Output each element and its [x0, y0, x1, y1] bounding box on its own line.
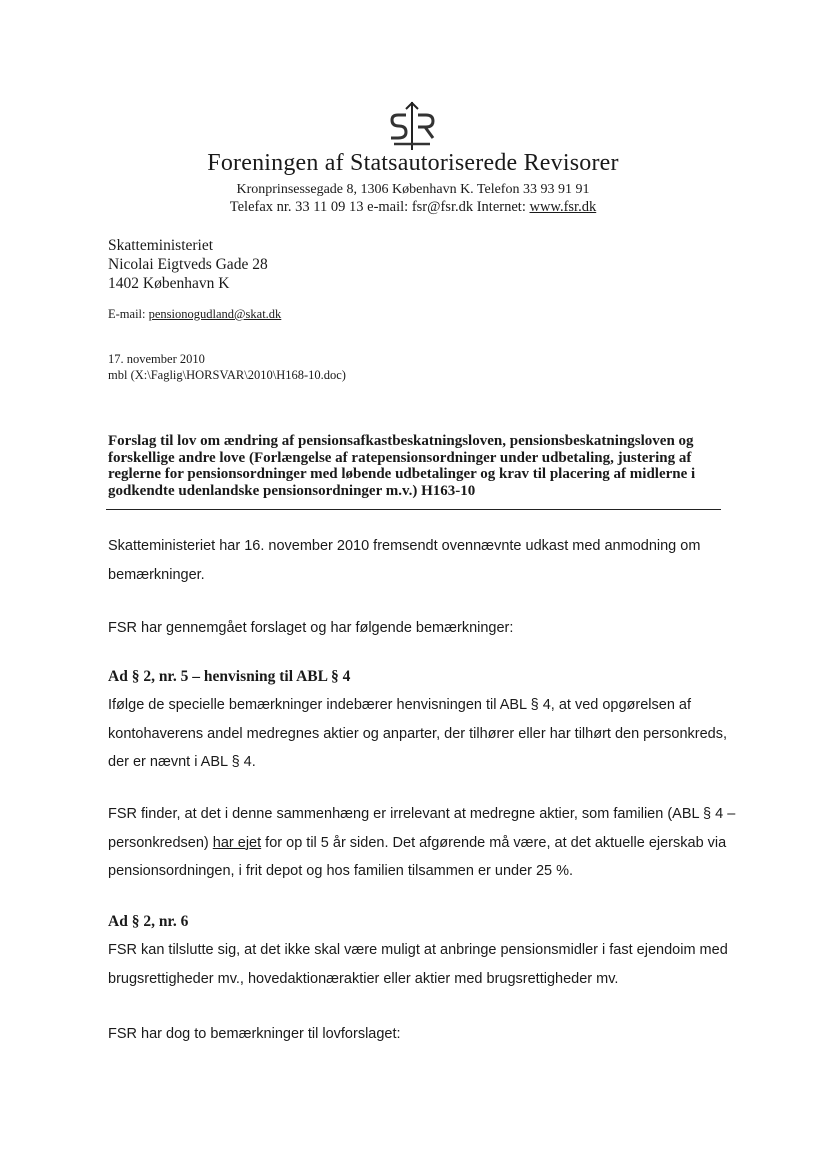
- section-1-paragraph-2: [108, 800, 738, 886]
- review-paragraph: FSR har gennemgået forslaget og har følgende bemærkninger:: [108, 620, 514, 636]
- recipient-email-line: [108, 307, 281, 322]
- underlined-phrase: har ejet: [212, 834, 262, 851]
- organization-address: Kronprinsessegade 8, 1306 København K. Telefon 33 93 91 91: [236, 182, 590, 197]
- letter-subject: Forslag til lov om ændring af pensionsafkastbeskatningsloven, pensionsbeskatningsloven og forskellige andre love (Forlængelse af ratepensionsordninger under udbetaling, justering af reglerne for pensionsordninger med løbende udbetalinger og krav til placering af midlerne i godkendte udenlandske pensionsordninger m.v.) H163-10: [108, 433, 696, 499]
- section-2-paragraph-1: FSR kan tilslutte sig, at det ikke skal være muligt at anbringe pensionsmidler i fast ejendoim med brugsrettigheder mv., hovedaktionæraktier eller aktier med brugsrettigheder mv.: [108, 942, 728, 987]
- section-1-paragraph-1: Ifølge de specielle bemærkninger indebærer henvisningen til ABL § 4, at ved opgørelsen af kontohaverens andel medregnes aktier og anparter, der tilhører eller har tilhørt den personkreds, der er nævnt i ABL § 4.: [108, 697, 727, 770]
- file-reference: mbl (X:\Faglig\HORSVAR\2010\H168-10.doc): [108, 368, 346, 382]
- website-link[interactable]: www.fsr.dk: [529, 199, 597, 215]
- recipient-email-link[interactable]: pensionogudland@skat.dk: [148, 307, 282, 321]
- intro-paragraph: Skatteministeriet har 16. november 2010 fremsendt ovennævnte udkast med anmodning om bemærkninger.: [108, 538, 701, 583]
- paragraph-text-a: FSR finder, at det i denne sammenhæng er irrelevant at medregne aktier, som familien (ABL § 4 –personkredsen): [108, 806, 736, 851]
- section-heading-2: Ad § 2, nr. 6: [108, 913, 189, 930]
- recipient-city: 1402 København K: [108, 275, 230, 292]
- recipient-name: Skatteministeriet: [108, 237, 214, 254]
- paragraph-text-b: for op til 5 år siden. Det afgørende må være, at det aktuelle ejerskab via pensionsordningen, i frit depot og hos familien tilsammen er under 25 %.: [108, 834, 727, 879]
- letter-date: 17. november 2010: [108, 352, 205, 366]
- recipient-street: Nicolai Eigtveds Gade 28: [108, 256, 268, 273]
- organization-contact: [0, 199, 826, 216]
- subject-underline: [106, 509, 721, 510]
- email-label: E-mail:: [108, 307, 149, 321]
- fsr-logo: [386, 100, 438, 152]
- contact-details: Telefax nr. 33 11 09 13 e-mail: fsr@fsr.dk Internet:: [229, 199, 530, 215]
- organization-name: Foreningen af Statsautoriserede Revisorer: [207, 150, 619, 176]
- closing-paragraph: FSR har dog to bemærkninger til lovforslaget:: [108, 1026, 401, 1042]
- section-heading-1: Ad § 2, nr. 5 – henvisning til ABL § 4: [108, 668, 351, 685]
